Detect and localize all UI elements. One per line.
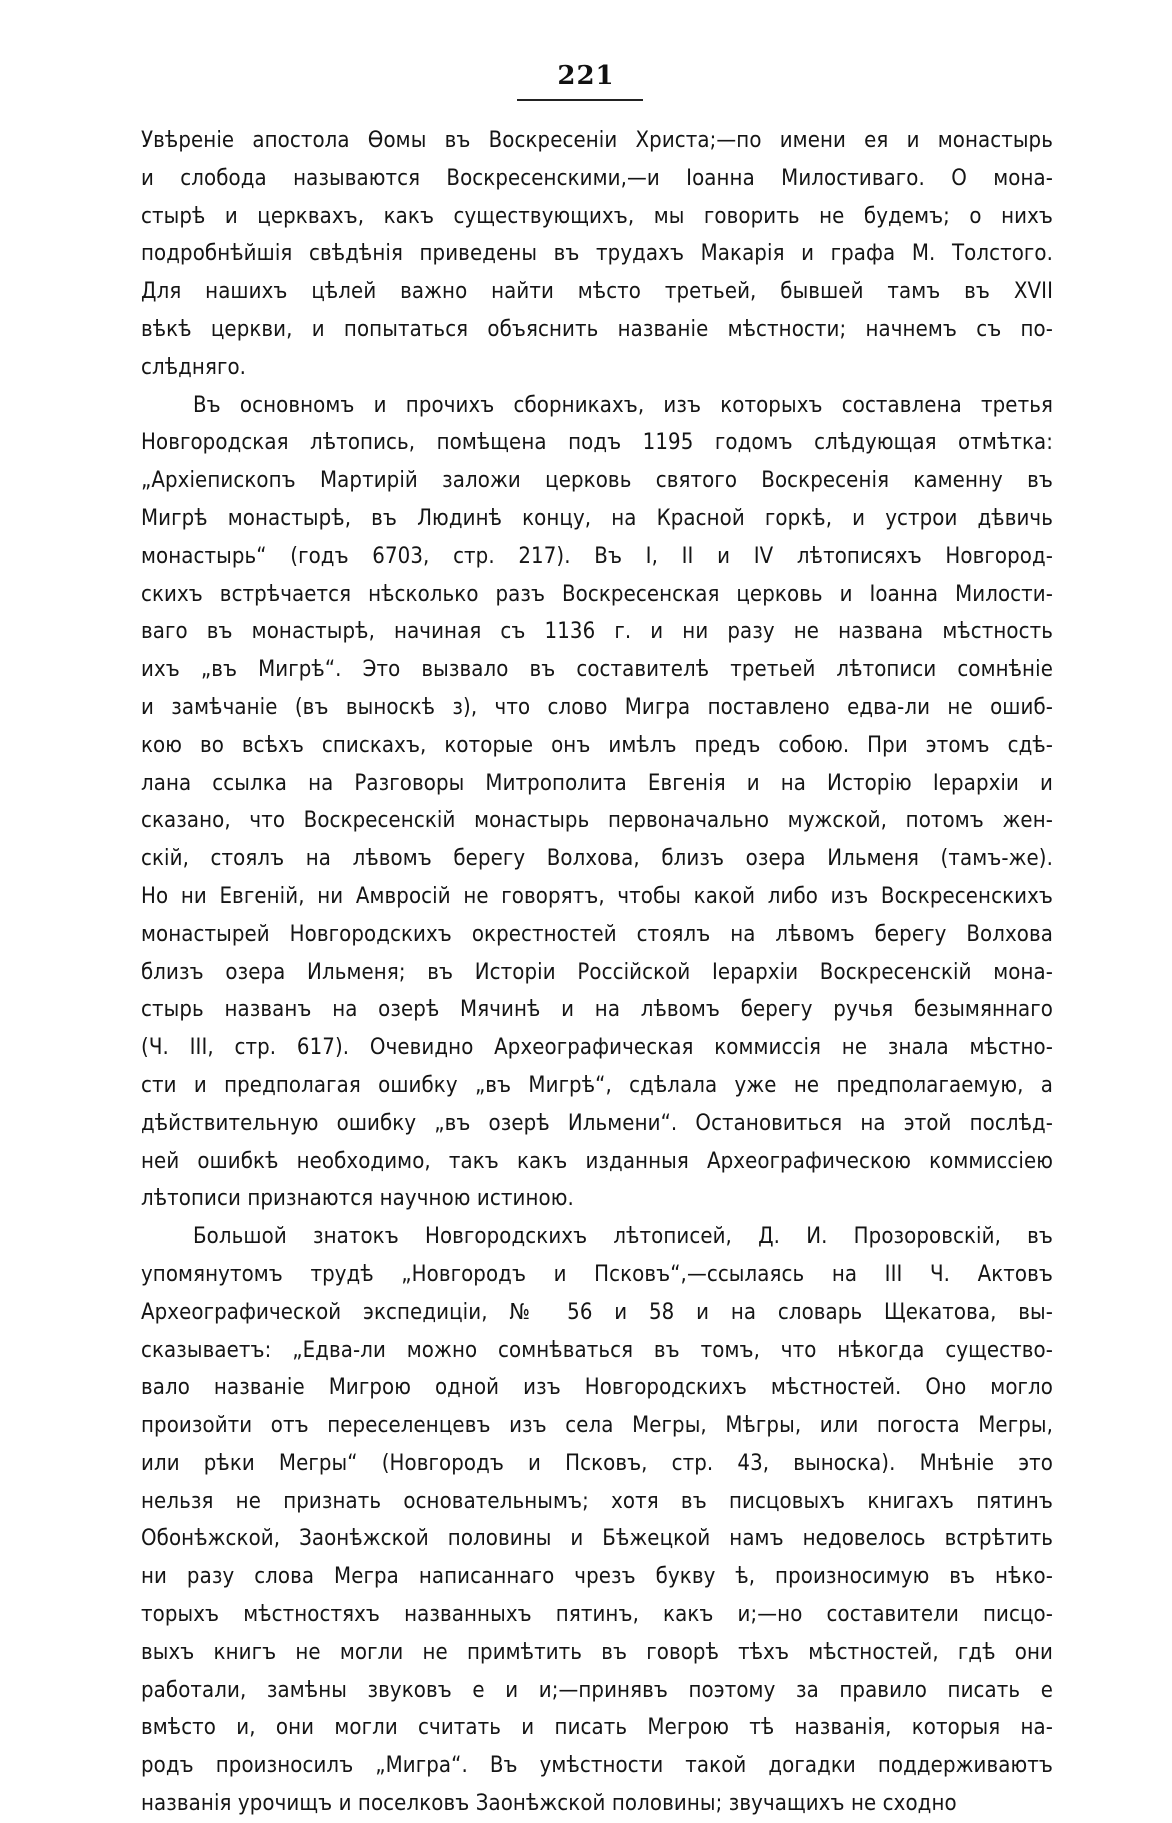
text-line: вѣкѣ церкви, и попытаться объяснить названіе мѣстности; начнемъ съ по-	[141, 316, 1053, 342]
text-line: работали, замѣны звуковъ е и и;—принявъ поэтому за правило писать е	[141, 1677, 1053, 1703]
text-line: Но ни Евгеній, ни Амвросій не говорятъ, чтобы какой либо изъ Воскресенскихъ	[141, 883, 1053, 909]
text-line: или рѣки Мегры“ (Новгородъ и Псковъ, стр. 43, выноска). Мнѣніе это	[141, 1450, 1053, 1476]
text-line: лѣтописи признаются научною истиною.	[141, 1186, 574, 1212]
text-line: подробнѣйшія свѣдѣнія приведены въ трудахъ Макарія и графа М. Толстого.	[141, 241, 1053, 267]
text-line: сти и предполагая ошибку „въ Мигрѣ“, сдѣлала уже не предполагаемую, а	[141, 1072, 1053, 1098]
page-number-rule	[517, 99, 643, 101]
text-line: Въ основномъ и прочихъ сборникахъ, изъ которыхъ составлена третья	[193, 392, 1053, 418]
text-line: Новгородская лѣтопись, помѣщена подъ 1195 годомъ слѣдующая отмѣтка:	[141, 430, 1053, 456]
text-line: кою во всѣхъ спискахъ, которые онъ имѣлъ предъ собою. При этомъ сдѣ-	[141, 732, 1053, 758]
text-line: выхъ книгъ не могли не примѣтить въ говорѣ тѣхъ мѣстностей, гдѣ они	[141, 1639, 1053, 1665]
body-text	[141, 122, 1053, 1823]
text-line: сказываетъ: „Едва-ли можно сомнѣваться въ томъ, что нѣкогда существо-	[141, 1337, 1053, 1363]
text-line: сказано, что Воскресенскій монастырь первоначально мужской, потомъ жен-	[141, 808, 1053, 834]
text-line: лана ссылка на Разговоры Митрополита Евгенія и на Исторію Іерархіи и	[141, 770, 1053, 796]
text-line: Мигрѣ монастырѣ, въ Людинѣ концу, на Красной горкѣ, и устрои дѣвичь	[141, 505, 1053, 531]
text-line: и замѣчаніе (въ выноскѣ з), что слово Мигра поставлено едва-ли не ошиб-	[141, 694, 1053, 720]
text-line: Для нашихъ цѣлей важно найти мѣсто третьей, бывшей тамъ въ XVII	[141, 279, 1053, 305]
text-line: произойти отъ переселенцевъ изъ села Мегры, Мѣгры, или погоста Мегры,	[141, 1413, 1053, 1439]
text-line: монастырь“ (годъ 6703, стр. 217). Въ I, II и IV лѣтописяхъ Новгород-	[141, 543, 1053, 569]
text-line: названія урочищъ и поселковъ Заонѣжской половины; звучащихъ не сходно	[141, 1791, 957, 1817]
text-line: скихъ встрѣчается нѣсколько разъ Воскресенская церковь и Іоанна Милости-	[141, 581, 1053, 607]
text-line: вмѣсто и, они могли считать и писать Мегрою тѣ названія, которыя на-	[141, 1715, 1053, 1741]
text-line: ни разу слова Мегра написаннаго чрезъ букву ѣ, произносимую въ нѣко-	[141, 1564, 1053, 1590]
page-number: 221	[557, 61, 615, 91]
text-line: ней ошибкѣ необходимо, такъ какъ изданныя Археографическою коммиссіею	[141, 1148, 1053, 1174]
text-line: (Ч. III, стр. 617). Очевидно Археографическая коммиссія не знала мѣстно-	[141, 1035, 1053, 1061]
paragraph	[141, 387, 1053, 1219]
text-line: Увѣреніе апостола Ѳомы въ Воскресеніи Христа;—по имени ея и монастырь	[141, 128, 1053, 153]
text-line: Археографической экспедиціи, № 56 и 58 и на словарь Щекатова, вы-	[141, 1299, 1053, 1325]
text-line: Большой знатокъ Новгородскихъ лѣтописей, Д. И. Прозоровскій, въ	[193, 1224, 1053, 1250]
text-line: стырь названъ на озерѣ Мячинѣ и на лѣвомъ берегу ручья безымяннаго	[141, 997, 1053, 1023]
text-line: стырѣ и церквахъ, какъ существующихъ, мы говорить не будемъ; о нихъ	[141, 203, 1053, 229]
text-line: Обонѣжской, Заонѣжской половины и Бѣжецкой намъ недовелось встрѣтить	[141, 1526, 1053, 1552]
text-line: родъ произносилъ „Мигра“. Въ умѣстности такой догадки поддерживаютъ	[141, 1753, 1053, 1779]
text-line: слѣдняго.	[141, 354, 247, 380]
text-line: ваго въ монастырѣ, начиная съ 1136 г. и ни разу не названа мѣстность	[141, 619, 1053, 645]
text-line: вало названіе Мигрою одной изъ Новгородскихъ мѣстностей. Оно могло	[141, 1375, 1053, 1401]
paragraph	[141, 122, 1053, 387]
text-line: торыхъ мѣстностяхъ названныхъ пятинъ, какъ и;—но составители писцо-	[141, 1602, 1053, 1628]
text-line: монастырей Новгородскихъ окрестностей стоялъ на лѣвомъ берегу Волхова	[141, 921, 1053, 947]
text-line: ихъ „въ Мигрѣ“. Это вызвало въ составителѣ третьей лѣтописи сомнѣніе	[141, 657, 1053, 683]
text-line: нельзя не признать основательнымъ; хотя въ писцовыхъ книгахъ пятинъ	[141, 1488, 1053, 1514]
text-line: упомянутомъ трудѣ „Новгородъ и Псковъ“,—ссылаясь на III Ч. Актовъ	[141, 1261, 1053, 1287]
text-line: скій, стоялъ на лѣвомъ берегу Волхова, близъ озера Ильменя (тамъ-же).	[141, 846, 1053, 872]
paragraph	[141, 1218, 1053, 1823]
text-line: „Архіепископъ Мартирій заложи церковь святого Воскресенія каменну въ	[141, 468, 1053, 494]
text-line: и слобода называются Воскресенскими,—и Іоанна Милостиваго. О мона-	[141, 165, 1053, 191]
text-line: близъ озера Ильменя; въ Исторіи Россійской Іерархіи Воскресенскій мона-	[141, 959, 1053, 985]
text-line: дѣйствительную ошибку „въ озерѣ Ильмени“. Остановиться на этой послѣд-	[141, 1110, 1053, 1136]
